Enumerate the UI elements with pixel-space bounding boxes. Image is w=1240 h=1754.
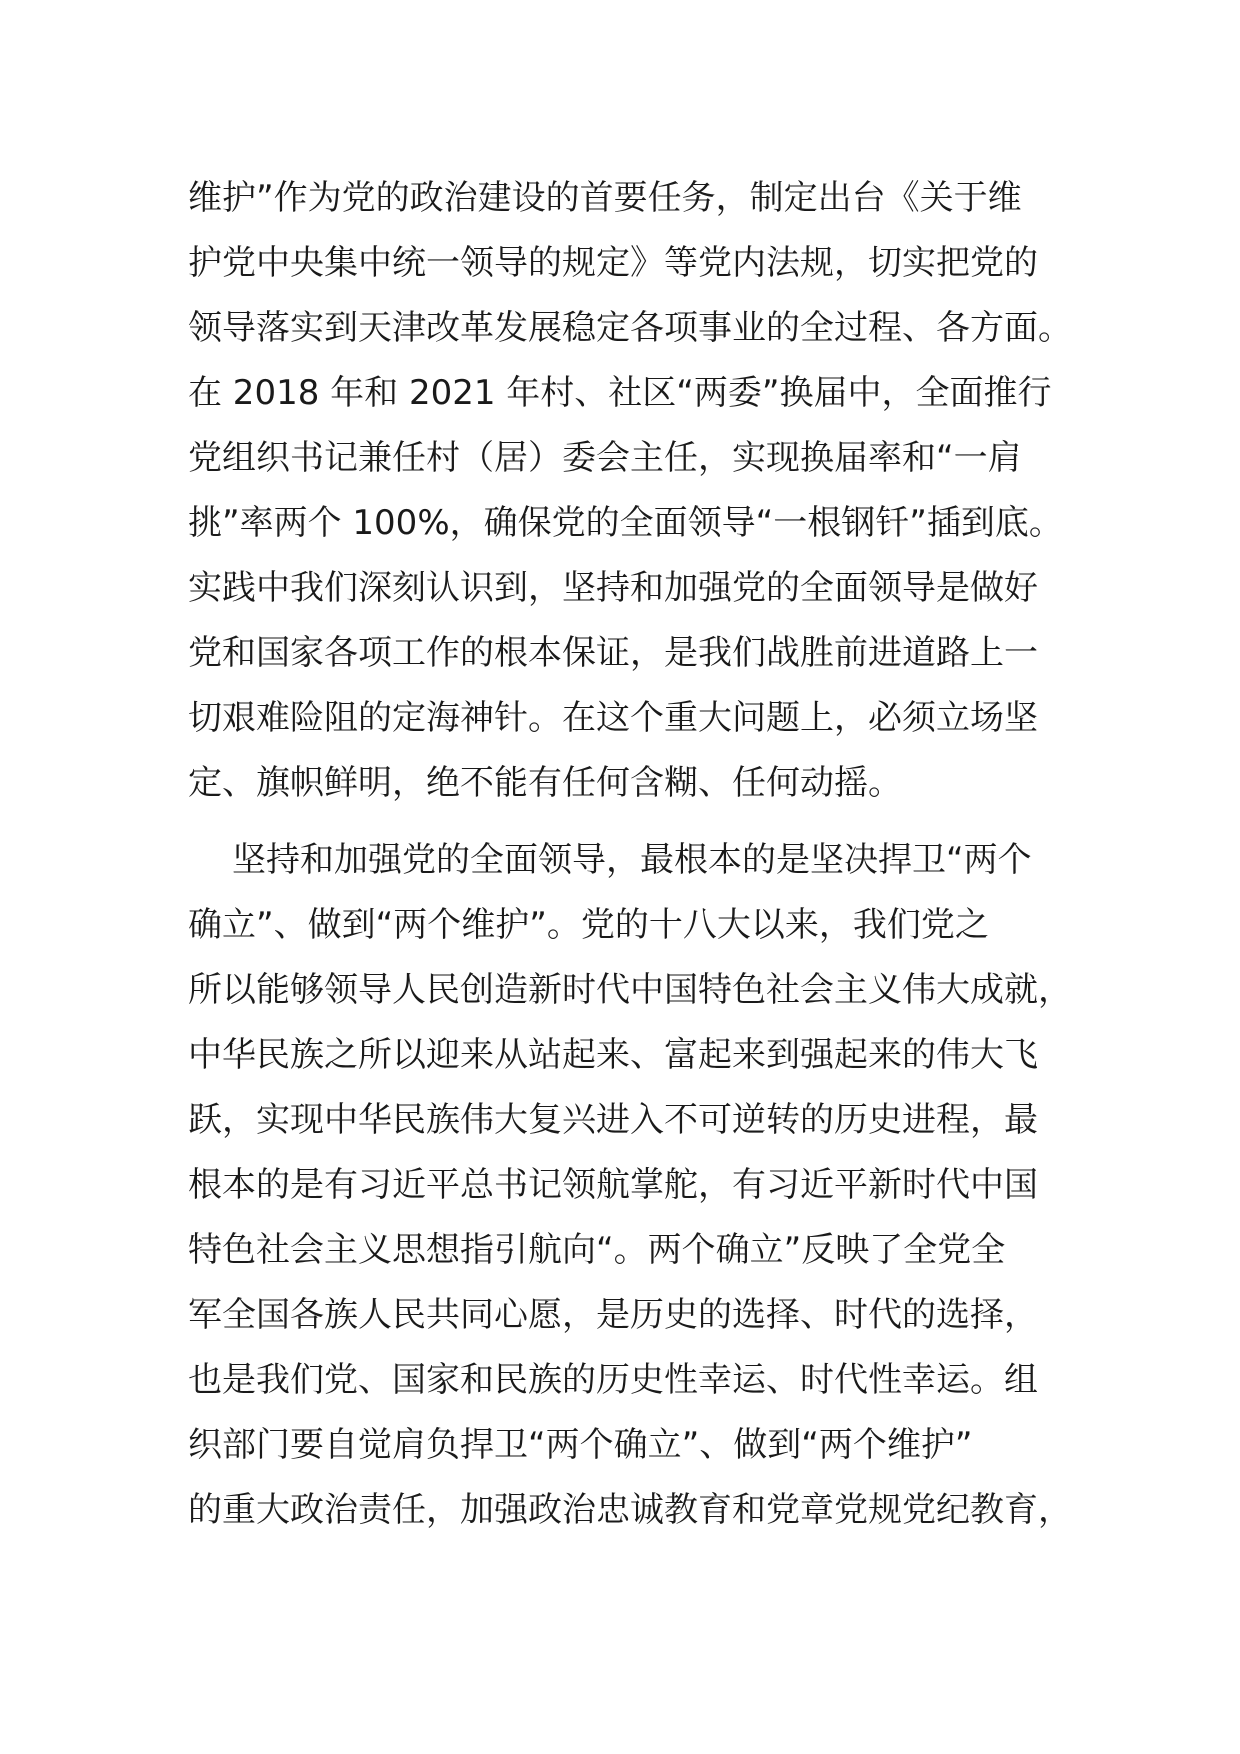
text-line: 的重大政治责任，加强政治忠诚教育和党章党规党纪教育， (188, 1490, 1072, 1530)
text-line: 党组织书记兼任村（居）委会主任，实现换届率和“一肩 (188, 438, 1022, 478)
text-line: 军全国各族人民共同心愿，是历史的选择、时代的选择， (188, 1295, 1038, 1335)
text-line: 在 2018 年和 2021 年村、社区“两委”换届中，全面推行 (188, 373, 1052, 413)
text-line: 跃，实现中华民族伟大复兴进入不可逆转的历史进程，最 (188, 1100, 1038, 1140)
paragraph-2 (188, 828, 1088, 1543)
text-line: 挑”率两个 100%，确保党的全面领导“一根钢钎”插到底。 (188, 503, 1063, 543)
text-line: 党和国家各项工作的根本保证，是我们战胜前进道路上一 (188, 633, 1038, 673)
text-line: 中华民族之所以迎来从站起来、富起来到强起来的伟大飞 (188, 1035, 1038, 1075)
text-line: 根本的是有习近平总书记领航掌舵，有习近平新时代中国 (188, 1165, 1038, 1205)
text-line: 护党中央集中统一领导的规定》等党内法规，切实把党的 (188, 243, 1038, 283)
text-line: 定、旗帜鲜明，绝不能有任何含糊、任何动摇。 (188, 763, 902, 803)
text-line: 实践中我们深刻认识到，坚持和加强党的全面领导是做好 (188, 568, 1038, 608)
text-line: 所以能够领导人民创造新时代中国特色社会主义伟大成就， (188, 970, 1072, 1010)
text-line: 织部门要自觉肩负捍卫“两个确立”、做到“两个维护” (188, 1425, 973, 1465)
paragraph-1 (188, 166, 1088, 816)
document-body (188, 166, 1088, 1543)
text-line: 领导落实到天津改革发展稳定各项事业的全过程、各方面。 (188, 308, 1072, 348)
text-line: 坚持和加强党的全面领导，最根本的是坚决捍卫“两个 (232, 840, 1032, 880)
text-line: 确立”、做到“两个维护”。党的十八大以来，我们党之 (188, 905, 989, 945)
text-line: 也是我们党、国家和民族的历史性幸运、时代性幸运。组 (188, 1360, 1038, 1400)
text-line: 切艰难险阻的定海神针。在这个重大问题上，必须立场坚 (188, 698, 1038, 738)
text-line: 维护”作为党的政治建设的首要任务，制定出台《关于维 (188, 178, 1022, 218)
text-line: 特色社会主义思想指引航向“。两个确立”反映了全党全 (188, 1230, 1006, 1270)
